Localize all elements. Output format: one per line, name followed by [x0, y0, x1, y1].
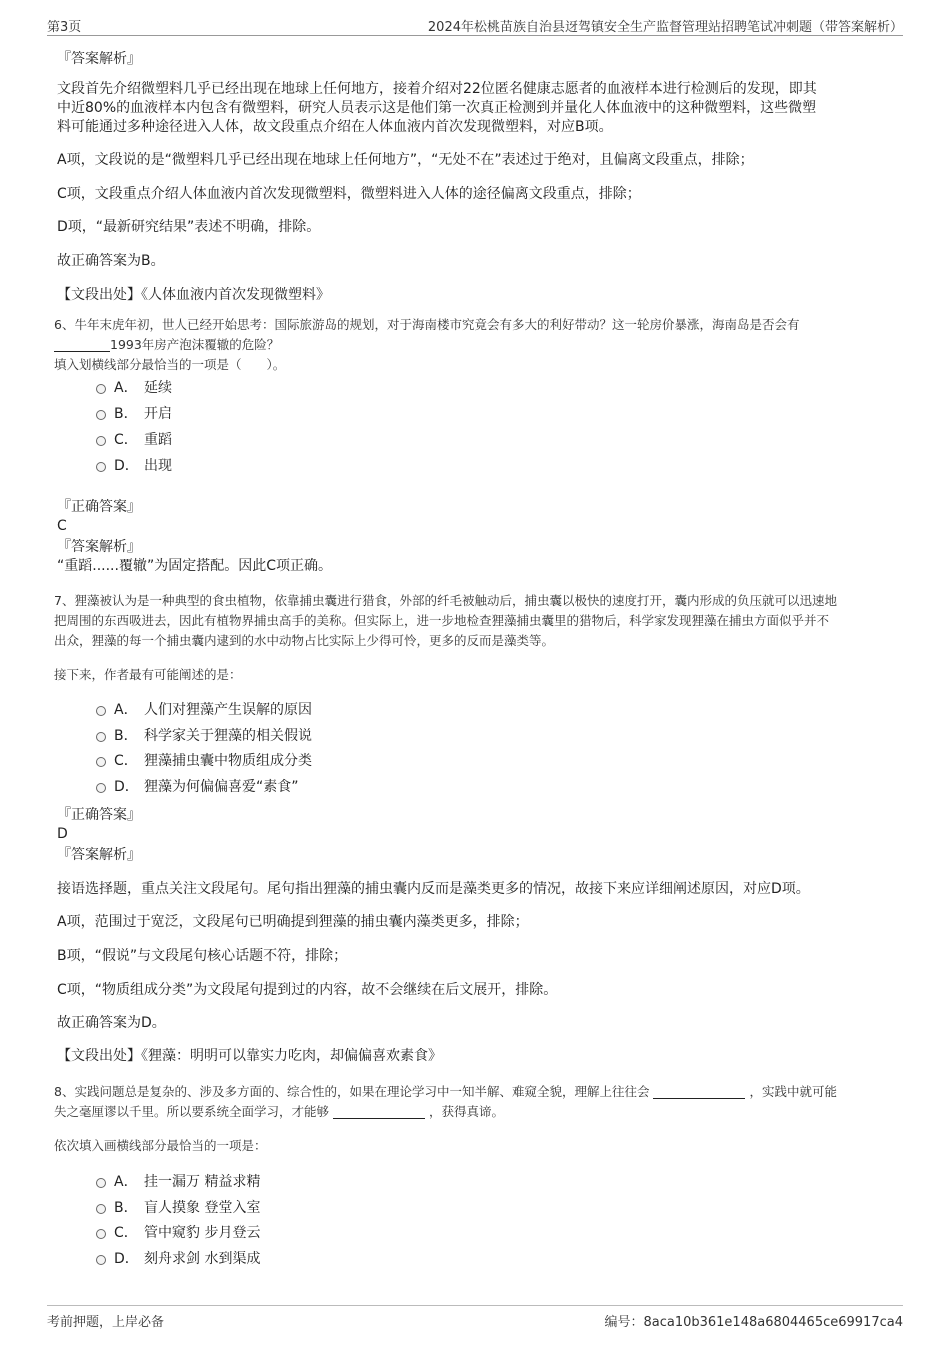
option-letter: C． [114, 1225, 138, 1241]
option-letter: D． [114, 458, 139, 474]
footer-code [604, 1311, 903, 1330]
option-letter: D． [114, 1251, 139, 1267]
q6-option-b[interactable] [96, 404, 172, 424]
option-letter: B． [114, 728, 138, 744]
footer-slogan: 考前押题，上岸必备 [47, 1315, 165, 1330]
q7-option-d[interactable] [96, 777, 299, 797]
q8-stem-part-4: ，获得真谛。 [428, 1104, 504, 1119]
q6-answer-label: 『正确答案』 [57, 499, 141, 515]
option-letter: C． [114, 753, 138, 769]
q8-stem-part-1: 8、实践问题总是复杂的、涉及多方面的、综合性的，如果在理论学习中一知半解、难窥全貌，理解上往往会 [54, 1084, 650, 1099]
q5-analysis-label: 『答案解析』 [57, 51, 141, 67]
option-text: 开启 [144, 406, 172, 422]
q7-answer-label: 『正确答案』 [57, 807, 141, 823]
q6-analysis: “重蹈......覆辙”为固定搭配。因此C项正确。 [57, 558, 332, 574]
footer-code-value: 8aca10b361e148a6804465ce69917ca4 [643, 1315, 903, 1330]
q7-conclusion: 故正确答案为D。 [57, 1015, 166, 1031]
option-text: 狸藻为何偏偏喜爱“素食” [144, 779, 299, 795]
option-letter: A． [114, 1174, 138, 1190]
q8-stem-part-3: 失之毫厘谬以千里。所以要系统全面学习，才能够 [54, 1104, 330, 1119]
radio-icon[interactable] [96, 1255, 106, 1265]
q8-blank-1 [653, 1084, 745, 1099]
q7-stem-line-1: 7、狸藻被认为是一种典型的食虫植物，依靠捕虫囊进行猎食，外部的纤毛被触动后，捕虫囊以极快的速度打开，囊内形成的负压就可以迅速地 [54, 593, 837, 608]
option-letter: B． [114, 406, 138, 422]
q8-blank-2 [333, 1104, 425, 1119]
q7-option-c[interactable] [96, 751, 312, 771]
q8-option-c[interactable] [96, 1223, 260, 1243]
q5-option-c-analysis: C项，文段重点介绍人体血液内首次发现微塑料，微塑料进入人体的途径偏离文段重点，排除； [57, 186, 641, 202]
option-text: 人们对狸藻产生误解的原因 [144, 702, 312, 718]
q8-stem-part-2: ，实践中就可能 [749, 1084, 837, 1099]
option-text: 狸藻捕虫囊中物质组成分类 [144, 753, 312, 769]
q8-instruction: 依次填入画横线部分最恰当的一项是： [54, 1138, 267, 1153]
q8-option-d[interactable] [96, 1249, 260, 1269]
q6-option-a[interactable] [96, 378, 172, 398]
q7-answer: D [57, 826, 68, 842]
q5-option-d-analysis: D项，“最新研究结果”表述不明确，排除。 [57, 219, 321, 235]
q7-analysis-label: 『答案解析』 [57, 847, 141, 863]
q8-option-a[interactable] [96, 1172, 260, 1192]
q6-blank [54, 337, 110, 352]
radio-icon[interactable] [96, 384, 106, 394]
option-text: 管中窥豹 步月登云 [144, 1225, 261, 1241]
footer-code-label: 编号： [604, 1315, 644, 1330]
q5-analysis-line-2: 中近80%的血液样本内包含有微塑料，研究人员表示这是他们第一次真正检测到并量化人体血液中的这种微塑料，这些微塑 [57, 100, 817, 116]
radio-icon[interactable] [96, 410, 106, 420]
q7-option-c-analysis: C项，“物质组成分类”为文段尾句提到过的内容，故不会继续在后文展开，排除。 [57, 982, 558, 998]
page-header [47, 14, 903, 34]
q6-instruction: 填入划横线部分最恰当的一项是（ ）。 [54, 357, 286, 372]
option-letter: D． [114, 779, 139, 795]
radio-icon[interactable] [96, 1178, 106, 1188]
q6-stem-line-2-text: 1993年房产泡沫覆辙的危险？ [110, 337, 280, 352]
q7-source: 【文段出处】《狸藻：明明可以靠实力吃肉，却偏偏喜欢素食》 [57, 1048, 442, 1064]
q6-answer: C [57, 518, 67, 534]
q7-analysis-main: 接语选择题，重点关注文段尾句。尾句指出狸藻的捕虫囊内反而是藻类更多的情况，故接下来应详细阐述原因，对应D项。 [57, 881, 810, 897]
document-title: 2024年松桃苗族自治县迓驾镇安全生产监督管理站招聘笔试冲刺题（带答案解析） [427, 20, 903, 35]
q7-stem-line-3: 出众，狸藻的每一个捕虫囊内逮到的水中动物占比实际上少得可怜，更多的反而是藻类等。 [54, 633, 555, 648]
option-letter: C． [114, 432, 138, 448]
option-text: 刻舟求剑 水到渠成 [144, 1251, 261, 1267]
q7-instruction: 接下来，作者最有可能阐述的是： [54, 667, 242, 682]
q7-stem-line-2: 把周围的东西吸进去，因此有植物界捕虫高手的美称。但实际上，进一步地检查狸藻捕虫囊里的猎物后，科学家发现狸藻在捕虫方面似乎并不 [54, 613, 830, 628]
option-text: 挂一漏万 精益求精 [144, 1174, 261, 1190]
q8-stem-line-2 [54, 1103, 899, 1121]
header-divider [47, 35, 903, 36]
q6-stem-line-1: 6、牛年末虎年初，世人已经开始思考：国际旅游岛的规划，对于海南楼市究竟会有多大的利好带动？这一轮房价暴涨，海南岛是否会有 [54, 317, 800, 332]
q5-analysis-line-3: 料可能通过多种途径进入人体，故文段重点介绍在人体血液内首次发现微塑料，对应B项。 [57, 119, 613, 135]
radio-icon[interactable] [96, 757, 106, 767]
radio-icon[interactable] [96, 732, 106, 742]
radio-icon[interactable] [96, 706, 106, 716]
option-text: 出现 [144, 458, 172, 474]
q7-option-b-analysis: B项，“假说”与文段尾句核心话题不符，排除； [57, 948, 348, 964]
radio-icon[interactable] [96, 462, 106, 472]
option-letter: A． [114, 702, 138, 718]
footer-divider [47, 1305, 903, 1306]
q8-stem-line-1 [54, 1083, 899, 1101]
q8-option-b[interactable] [96, 1198, 260, 1218]
option-letter: A． [114, 380, 138, 396]
radio-icon[interactable] [96, 1229, 106, 1239]
radio-icon[interactable] [96, 1204, 106, 1214]
option-text: 盲人摸象 登堂入室 [144, 1200, 261, 1216]
q5-source: 【文段出处】《人体血液内首次发现微塑料》 [57, 287, 330, 303]
page-number: 第3页 [47, 20, 82, 35]
option-text: 科学家关于狸藻的相关假说 [144, 728, 312, 744]
option-text: 延续 [144, 380, 172, 396]
radio-icon[interactable] [96, 783, 106, 793]
q5-conclusion: 故正确答案为B。 [57, 253, 165, 269]
option-text: 重蹈 [144, 432, 172, 448]
q7-option-a-analysis: A项，范围过于宽泛，文段尾句已明确提到狸藻的捕虫囊内藻类更多，排除； [57, 914, 529, 930]
option-letter: B． [114, 1200, 138, 1216]
q7-option-b[interactable] [96, 726, 312, 746]
q7-option-a[interactable] [96, 700, 312, 720]
radio-icon[interactable] [96, 436, 106, 446]
q6-analysis-label: 『答案解析』 [57, 539, 141, 555]
q5-option-a-analysis: A项，文段说的是“微塑料几乎已经出现在地球上任何地方”，“无处不在”表述过于绝对，且偏离文段重点，排除； [57, 152, 754, 168]
q6-option-d[interactable] [96, 456, 172, 476]
q5-analysis-line-1: 文段首先介绍微塑料几乎已经出现在地球上任何地方，接着介绍对22位匿名健康志愿者的血液样本进行检测后的发现，即其 [57, 81, 817, 97]
q6-option-c[interactable] [96, 430, 172, 450]
q6-stem-line-2 [54, 336, 899, 354]
